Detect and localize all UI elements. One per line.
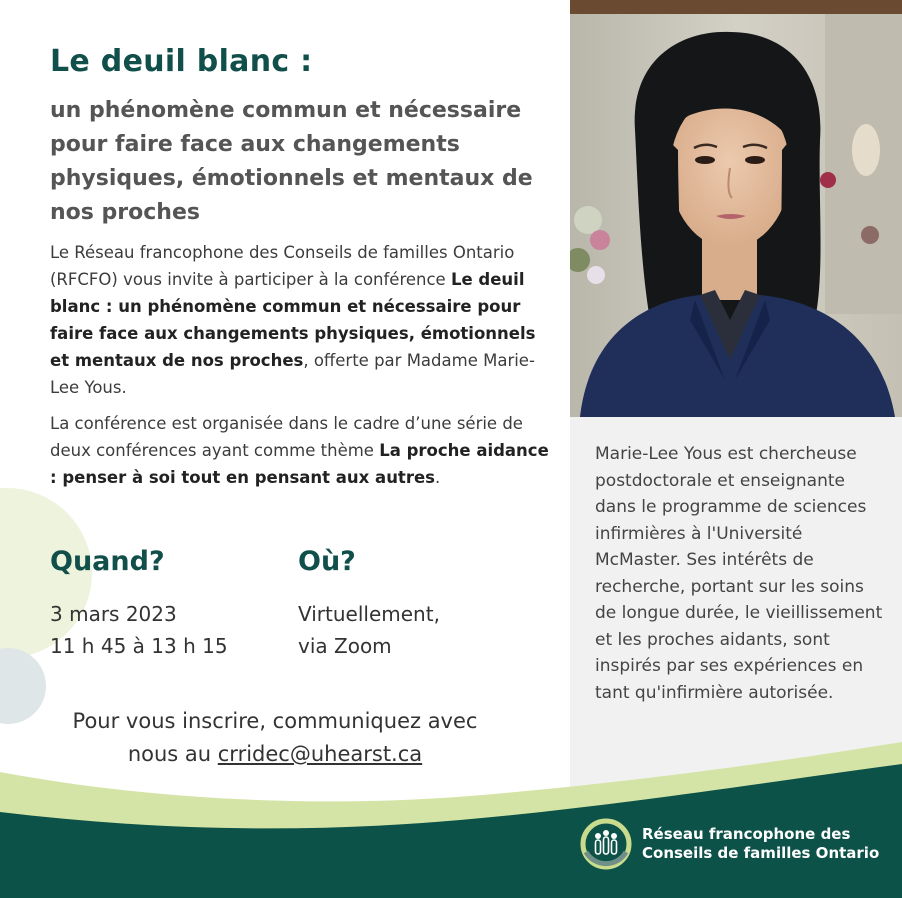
series-text-end: . bbox=[434, 468, 441, 487]
contact-email-link[interactable]: crridec@uhearst.ca bbox=[217, 742, 423, 766]
logo-line-1: Réseau francophone des bbox=[642, 825, 851, 843]
event-date: 3 mars 2023 bbox=[50, 602, 177, 626]
page-title: Le deuil blanc : bbox=[50, 44, 313, 79]
registration-prefix: nous au bbox=[127, 742, 218, 766]
where-heading: Où? bbox=[298, 546, 356, 577]
intro-text-start: Le Réseau francophone des Conseils de familles Ontario (RFCFO) vous invite à participer à la conférence bbox=[50, 243, 515, 289]
series-theme-bold: La proche aidance : penser à soi tout en pensant aux autres bbox=[50, 441, 549, 487]
logo-line-2: Conseils de familles Ontario bbox=[642, 844, 880, 862]
page-subtitle: un phénomène commun et nécessaire pour faire face aux changements physiques, émotionnels et mentaux de nos proches bbox=[50, 98, 533, 225]
conference-title-bold: Le deuil blanc : un phénomène commun et nécessaire pour faire face aux changements physiques, émotionnels et mentaux de nos proches bbox=[50, 270, 536, 370]
location-line-1: Virtuellement, bbox=[298, 602, 440, 626]
logo-text bbox=[642, 825, 879, 863]
registration-line-1: Pour vous inscrire, communiquez avec bbox=[72, 709, 478, 733]
rfcfo-logo-icon bbox=[580, 818, 632, 870]
event-time: 11 h 45 à 13 h 15 bbox=[50, 634, 228, 658]
location-line-2: via Zoom bbox=[298, 634, 392, 658]
series-text-start: La conférence est organisée dans le cadre d’une série de deux conférences ayant comme thème bbox=[50, 414, 523, 460]
speaker-bio: Marie-Lee Yous est chercheuse postdoctorale et enseignante dans le programme de sciences infirmières à l'Université McMaster. Ses intérêts de recherche, portant sur les soins de longue durée, le vieillissement et les proches aidants, sont inspirés par ses expériences en tant qu'infirmière autorisée. bbox=[595, 444, 883, 703]
intro-text-end: , offerte par Madame Marie-Lee Yous. bbox=[50, 351, 535, 397]
when-heading: Quand? bbox=[50, 546, 165, 577]
rfcfo-logo bbox=[580, 818, 879, 870]
